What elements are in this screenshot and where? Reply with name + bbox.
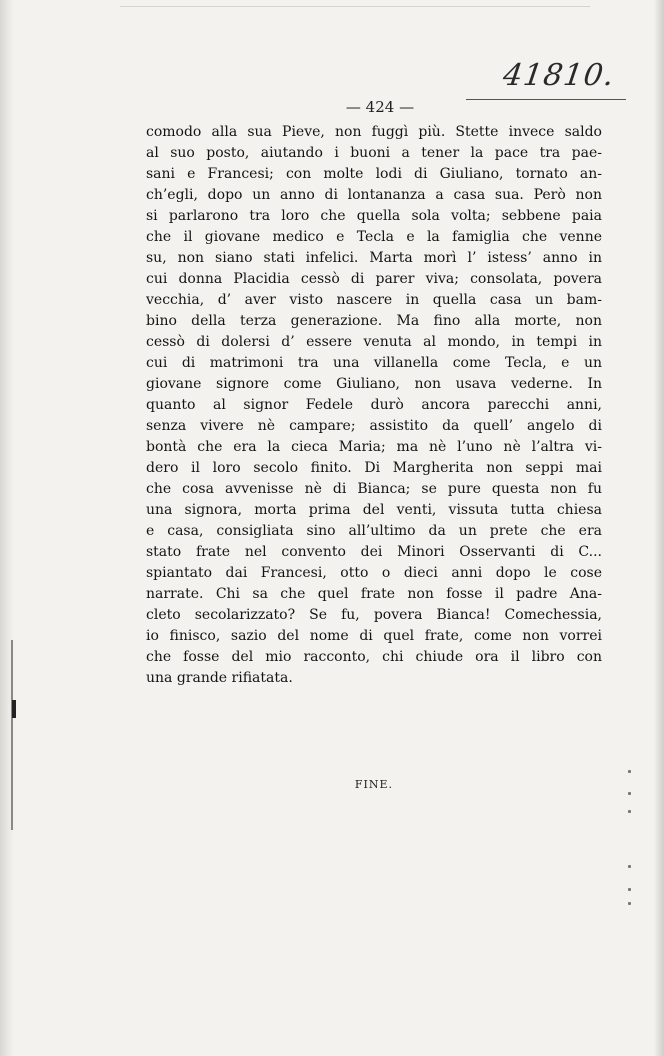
text-line: vecchia, d’ aver visto nascere in quella casa un bam- xyxy=(146,292,602,308)
text-line: cui donna Placidia cessò di parer viva; consolata, povera xyxy=(146,271,602,287)
text-line: io finisco, sazio del nome di quel frate, come non vorrei xyxy=(146,628,602,644)
text-line: spiantato dai Francesi, otto o dieci anni dopo le cose xyxy=(146,565,602,581)
handwritten-shelfmark: 41810. xyxy=(500,58,617,93)
text-line: bontà che era la cieca Maria; ma nè l’uno nè l’altra vi- xyxy=(146,439,602,455)
page-edge-shadow xyxy=(654,0,664,1056)
page-number: — 424 — xyxy=(345,98,415,116)
text-line: si parlarono tra loro che quella sola volta; sebbene paia xyxy=(146,208,602,224)
body-paragraph xyxy=(146,122,602,689)
text-line: comodo alla sua Pieve, non fuggì più. Stette invece saldo xyxy=(146,124,602,140)
text-line: cessò di dolersi d’ essere venuta al mondo, in tempi in xyxy=(146,334,602,350)
text-line: cui di matrimoni tra una villanella come Tecla, e un xyxy=(146,355,602,371)
text-line: una signora, morta prima del venti, vissuta tutta chiesa xyxy=(146,502,602,518)
text-line-last: una grande rifiatata. xyxy=(146,670,293,686)
text-line: dero il loro secolo finito. Di Margherita non seppi mai xyxy=(146,460,602,476)
text-line: sani e Francesi; con molte lodi di Giuliano, tornato an- xyxy=(146,166,602,182)
text-line: ch’egli, dopo un anno di lontananza a casa sua. Però non xyxy=(146,187,602,203)
text-line: che cosa avvenisse nè di Bianca; se pure questa non fu xyxy=(146,481,602,497)
page-gutter-shadow xyxy=(0,0,14,1056)
paper-specks xyxy=(622,770,636,920)
text-line: che fosse del mio racconto, chi chiude ora il libro con xyxy=(146,649,602,665)
text-line: stato frate nel convento dei Minori Osservanti di C... xyxy=(146,544,602,560)
text-line: giovane signore come Giuliano, non usava vederne. In xyxy=(146,376,602,392)
text-line: e casa, consigliata sino all’ultimo da un prete che era xyxy=(146,523,602,539)
text-line: che il giovane medico e Tecla e la famiglia che venne xyxy=(146,229,602,245)
text-line: cleto secolarizzato? Se fu, povera Bianca! Comechessia, xyxy=(146,607,602,623)
text-line: quanto al signor Fedele durò ancora parecchi anni, xyxy=(146,397,602,413)
binding-line xyxy=(11,640,13,830)
top-hairline xyxy=(120,6,590,7)
text-line: narrate. Chi sa che quel frate non fosse il padre Ana- xyxy=(146,586,602,602)
text-line: su, non siano stati infelici. Marta morì l’ istess’ anno in xyxy=(146,250,602,266)
text-line: senza vivere nè campare; assistito da quell’ angelo di xyxy=(146,418,602,434)
end-mark: FINE. xyxy=(354,778,394,791)
text-line: bino della terza generazione. Ma fino alla morte, non xyxy=(146,313,602,329)
text-line: al suo posto, aiutando i buoni a tener la pace tra pae- xyxy=(146,145,602,161)
binding-mark xyxy=(12,700,16,718)
